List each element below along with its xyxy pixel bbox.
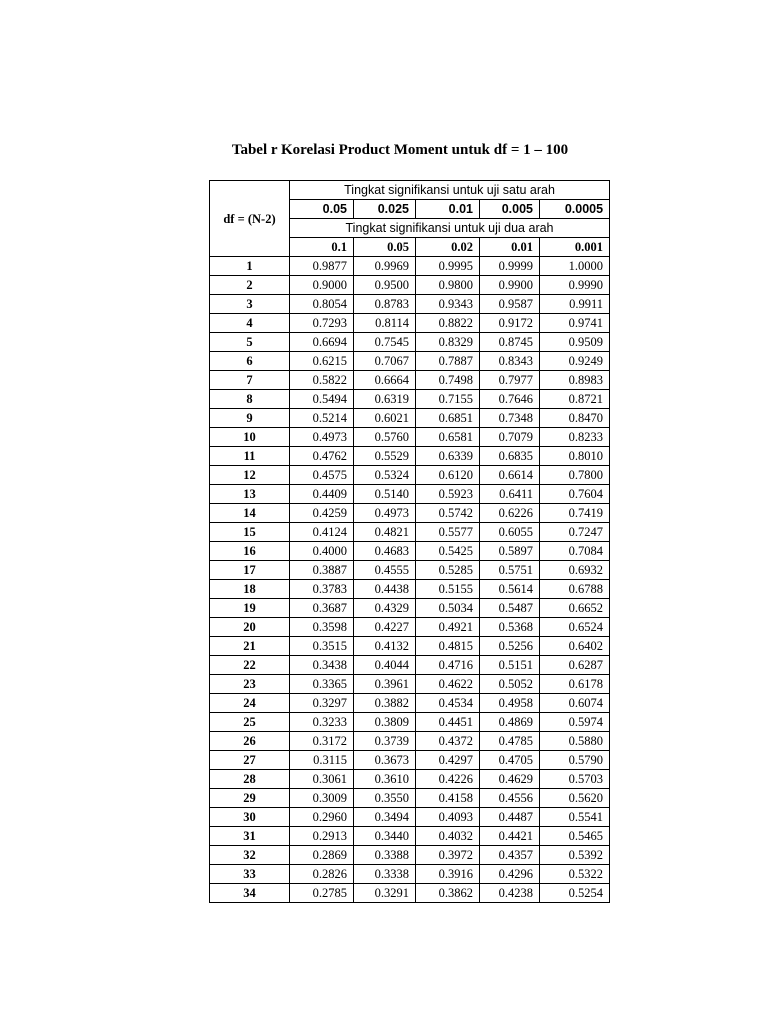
- df-cell: 10: [210, 428, 290, 447]
- df-cell: 26: [210, 732, 290, 751]
- table-row: [210, 580, 610, 599]
- table-row: [210, 827, 610, 846]
- r-value-cell: 0.5052: [480, 675, 540, 694]
- table-row: [210, 846, 610, 865]
- r-table: [209, 180, 610, 903]
- r-value-cell: 0.2960: [290, 808, 354, 827]
- r-value-cell: 0.2826: [290, 865, 354, 884]
- one-tailed-level: 0.005: [480, 200, 540, 219]
- r-value-cell: 0.3887: [290, 561, 354, 580]
- r-value-cell: 0.3297: [290, 694, 354, 713]
- df-cell: 24: [210, 694, 290, 713]
- table-row: [210, 618, 610, 637]
- table-row: [210, 751, 610, 770]
- r-value-cell: 0.5529: [354, 447, 416, 466]
- df-cell: 9: [210, 409, 290, 428]
- table-row: [210, 504, 610, 523]
- r-value-cell: 0.8822: [416, 314, 480, 333]
- r-value-cell: 0.3972: [416, 846, 480, 865]
- r-value-cell: 0.4705: [480, 751, 540, 770]
- df-cell: 21: [210, 637, 290, 656]
- r-value-cell: 0.4132: [354, 637, 416, 656]
- r-value-cell: 0.4556: [480, 789, 540, 808]
- df-cell: 6: [210, 352, 290, 371]
- table-row: [210, 713, 610, 732]
- r-value-cell: 0.5425: [416, 542, 480, 561]
- r-value-cell: 0.4785: [480, 732, 540, 751]
- r-value-cell: 0.3494: [354, 808, 416, 827]
- df-cell: 30: [210, 808, 290, 827]
- r-value-cell: 0.5822: [290, 371, 354, 390]
- table-row: [210, 276, 610, 295]
- r-value-cell: 0.4297: [416, 751, 480, 770]
- r-value-cell: 0.4487: [480, 808, 540, 827]
- r-value-cell: 0.3291: [354, 884, 416, 903]
- table-row: [210, 884, 610, 903]
- df-cell: 32: [210, 846, 290, 865]
- r-value-cell: 0.5392: [540, 846, 610, 865]
- r-value-cell: 0.4044: [354, 656, 416, 675]
- r-value-cell: 0.4357: [480, 846, 540, 865]
- two-tailed-header: Tingkat signifikansi untuk uji dua arah: [290, 219, 610, 238]
- r-value-cell: 0.3783: [290, 580, 354, 599]
- df-cell: 25: [210, 713, 290, 732]
- table-row: [210, 333, 610, 352]
- page-title: Tabel r Korelasi Product Moment untuk df = 1 – 100: [231, 142, 569, 158]
- r-value-cell: 0.4958: [480, 694, 540, 713]
- r-value-cell: 0.9800: [416, 276, 480, 295]
- r-value-cell: 0.5923: [416, 485, 480, 504]
- table-row: [210, 656, 610, 675]
- r-value-cell: 0.5742: [416, 504, 480, 523]
- r-value-cell: 0.6021: [354, 409, 416, 428]
- r-value-cell: 0.4815: [416, 637, 480, 656]
- df-cell: 15: [210, 523, 290, 542]
- table-row: [210, 523, 610, 542]
- r-value-cell: 0.6664: [354, 371, 416, 390]
- r-value-cell: 0.4921: [416, 618, 480, 637]
- r-value-cell: 0.7545: [354, 333, 416, 352]
- r-value-cell: 0.3440: [354, 827, 416, 846]
- r-value-cell: 0.3673: [354, 751, 416, 770]
- table-row: [210, 542, 610, 561]
- r-value-cell: 0.5703: [540, 770, 610, 789]
- r-table-body: [210, 181, 610, 903]
- r-value-cell: 0.4421: [480, 827, 540, 846]
- r-value-cell: 0.8233: [540, 428, 610, 447]
- r-value-cell: 0.3809: [354, 713, 416, 732]
- r-value-cell: 0.5577: [416, 523, 480, 542]
- table-row: [210, 637, 610, 656]
- r-value-cell: 0.5465: [540, 827, 610, 846]
- r-value-cell: 0.5368: [480, 618, 540, 637]
- r-value-cell: 0.5151: [480, 656, 540, 675]
- two-tailed-level: 0.02: [416, 238, 480, 257]
- two-tailed-level: 0.01: [480, 238, 540, 257]
- two-tailed-level: 0.001: [540, 238, 610, 257]
- r-value-cell: 0.8343: [480, 352, 540, 371]
- r-value-cell: 0.9911: [540, 295, 610, 314]
- table-row: [210, 409, 610, 428]
- df-cell: 7: [210, 371, 290, 390]
- table-row: [210, 808, 610, 827]
- r-value-cell: 0.9877: [290, 257, 354, 276]
- df-cell: 8: [210, 390, 290, 409]
- df-cell: 18: [210, 580, 290, 599]
- r-value-cell: 0.4372: [416, 732, 480, 751]
- r-value-cell: 0.9500: [354, 276, 416, 295]
- r-value-cell: 0.4534: [416, 694, 480, 713]
- r-value-cell: 0.5155: [416, 580, 480, 599]
- r-value-cell: 0.3550: [354, 789, 416, 808]
- r-value-cell: 0.5324: [354, 466, 416, 485]
- r-value-cell: 0.4259: [290, 504, 354, 523]
- r-value-cell: 0.3598: [290, 618, 354, 637]
- table-row: [210, 428, 610, 447]
- r-value-cell: 0.5254: [540, 884, 610, 903]
- r-value-cell: 0.4451: [416, 713, 480, 732]
- r-value-cell: 0.3961: [354, 675, 416, 694]
- r-value-cell: 0.6788: [540, 580, 610, 599]
- table-row: [210, 257, 610, 276]
- r-value-cell: 0.3388: [354, 846, 416, 865]
- r-value-cell: 0.6652: [540, 599, 610, 618]
- r-value-cell: 0.6581: [416, 428, 480, 447]
- df-cell: 20: [210, 618, 290, 637]
- df-header: df = (N-2): [210, 181, 290, 257]
- table-row: [210, 466, 610, 485]
- r-value-cell: 0.6851: [416, 409, 480, 428]
- r-value-cell: 0.6319: [354, 390, 416, 409]
- r-value-cell: 0.9172: [480, 314, 540, 333]
- r-value-cell: 0.3862: [416, 884, 480, 903]
- r-value-cell: 0.5620: [540, 789, 610, 808]
- r-value-cell: 0.6074: [540, 694, 610, 713]
- r-value-cell: 0.9900: [480, 276, 540, 295]
- r-value-cell: 0.9587: [480, 295, 540, 314]
- r-value-cell: 0.4227: [354, 618, 416, 637]
- two-tailed-level: 0.1: [290, 238, 354, 257]
- header-row-one-tailed-label: [210, 181, 610, 200]
- r-value-cell: 0.4716: [416, 656, 480, 675]
- table-row: [210, 865, 610, 884]
- r-value-cell: 0.7348: [480, 409, 540, 428]
- r-value-cell: 0.7977: [480, 371, 540, 390]
- r-value-cell: 0.4575: [290, 466, 354, 485]
- r-value-cell: 0.9990: [540, 276, 610, 295]
- r-value-cell: 0.4973: [290, 428, 354, 447]
- r-value-cell: 0.3172: [290, 732, 354, 751]
- r-value-cell: 0.8470: [540, 409, 610, 428]
- r-value-cell: 0.4821: [354, 523, 416, 542]
- r-value-cell: 0.7646: [480, 390, 540, 409]
- r-value-cell: 0.7419: [540, 504, 610, 523]
- r-value-cell: 0.5760: [354, 428, 416, 447]
- r-value-cell: 0.9343: [416, 295, 480, 314]
- one-tailed-level: 0.01: [416, 200, 480, 219]
- r-value-cell: 0.7293: [290, 314, 354, 333]
- r-value-cell: 1.0000: [540, 257, 610, 276]
- r-value-cell: 0.4683: [354, 542, 416, 561]
- r-value-cell: 0.8783: [354, 295, 416, 314]
- r-value-cell: 0.5897: [480, 542, 540, 561]
- r-value-cell: 0.7887: [416, 352, 480, 371]
- df-cell: 11: [210, 447, 290, 466]
- r-value-cell: 0.6835: [480, 447, 540, 466]
- r-value-cell: 0.6215: [290, 352, 354, 371]
- df-cell: 28: [210, 770, 290, 789]
- r-value-cell: 0.5974: [540, 713, 610, 732]
- r-value-cell: 0.5285: [416, 561, 480, 580]
- r-value-cell: 0.4226: [416, 770, 480, 789]
- r-value-cell: 0.5487: [480, 599, 540, 618]
- df-cell: 29: [210, 789, 290, 808]
- r-value-cell: 0.6287: [540, 656, 610, 675]
- r-value-cell: 0.4238: [480, 884, 540, 903]
- table-row: [210, 485, 610, 504]
- r-value-cell: 0.3515: [290, 637, 354, 656]
- r-value-cell: 0.7247: [540, 523, 610, 542]
- r-value-cell: 0.4762: [290, 447, 354, 466]
- df-cell: 27: [210, 751, 290, 770]
- table-row: [210, 732, 610, 751]
- r-value-cell: 0.6226: [480, 504, 540, 523]
- r-value-cell: 0.4032: [416, 827, 480, 846]
- r-value-cell: 0.8329: [416, 333, 480, 352]
- r-value-cell: 0.6055: [480, 523, 540, 542]
- df-cell: 3: [210, 295, 290, 314]
- r-value-cell: 0.8010: [540, 447, 610, 466]
- df-cell: 2: [210, 276, 290, 295]
- one-tailed-header: Tingkat signifikansi untuk uji satu arah: [290, 181, 610, 200]
- r-value-cell: 0.4000: [290, 542, 354, 561]
- r-value-cell: 0.8745: [480, 333, 540, 352]
- r-value-cell: 0.4296: [480, 865, 540, 884]
- r-value-cell: 0.4869: [480, 713, 540, 732]
- df-cell: 1: [210, 257, 290, 276]
- r-value-cell: 0.3061: [290, 770, 354, 789]
- r-value-cell: 0.5322: [540, 865, 610, 884]
- two-tailed-level: 0.05: [354, 238, 416, 257]
- df-cell: 4: [210, 314, 290, 333]
- df-cell: 31: [210, 827, 290, 846]
- r-value-cell: 0.3739: [354, 732, 416, 751]
- r-value-cell: 0.6402: [540, 637, 610, 656]
- r-value-cell: 0.4973: [354, 504, 416, 523]
- r-value-cell: 0.4093: [416, 808, 480, 827]
- r-value-cell: 0.3610: [354, 770, 416, 789]
- r-value-cell: 0.4555: [354, 561, 416, 580]
- df-cell: 12: [210, 466, 290, 485]
- r-value-cell: 0.5140: [354, 485, 416, 504]
- r-value-cell: 0.7604: [540, 485, 610, 504]
- r-value-cell: 0.4158: [416, 789, 480, 808]
- r-value-cell: 0.5541: [540, 808, 610, 827]
- r-value-cell: 0.6932: [540, 561, 610, 580]
- df-cell: 5: [210, 333, 290, 352]
- r-value-cell: 0.5494: [290, 390, 354, 409]
- r-value-cell: 0.5751: [480, 561, 540, 580]
- r-value-cell: 0.8721: [540, 390, 610, 409]
- r-value-cell: 0.8983: [540, 371, 610, 390]
- df-cell: 17: [210, 561, 290, 580]
- df-cell: 33: [210, 865, 290, 884]
- table-row: [210, 675, 610, 694]
- r-value-cell: 0.8114: [354, 314, 416, 333]
- table-row: [210, 371, 610, 390]
- df-cell: 34: [210, 884, 290, 903]
- r-value-cell: 0.7084: [540, 542, 610, 561]
- table-row: [210, 314, 610, 333]
- r-value-cell: 0.5214: [290, 409, 354, 428]
- r-value-cell: 0.6178: [540, 675, 610, 694]
- table-row: [210, 599, 610, 618]
- r-value-cell: 0.2869: [290, 846, 354, 865]
- r-value-cell: 0.3365: [290, 675, 354, 694]
- r-value-cell: 0.4124: [290, 523, 354, 542]
- r-value-cell: 0.6524: [540, 618, 610, 637]
- r-value-cell: 0.6694: [290, 333, 354, 352]
- r-value-cell: 0.5034: [416, 599, 480, 618]
- r-value-cell: 0.8054: [290, 295, 354, 314]
- table-row: [210, 447, 610, 466]
- r-value-cell: 0.9000: [290, 276, 354, 295]
- df-cell: 14: [210, 504, 290, 523]
- table-row: [210, 694, 610, 713]
- r-value-cell: 0.5790: [540, 751, 610, 770]
- r-value-cell: 0.3687: [290, 599, 354, 618]
- one-tailed-level: 0.025: [354, 200, 416, 219]
- r-value-cell: 0.7155: [416, 390, 480, 409]
- table-row: [210, 789, 610, 808]
- df-cell: 22: [210, 656, 290, 675]
- table-row: [210, 561, 610, 580]
- r-value-cell: 0.5880: [540, 732, 610, 751]
- r-value-cell: 0.3882: [354, 694, 416, 713]
- df-cell: 23: [210, 675, 290, 694]
- r-value-cell: 0.6339: [416, 447, 480, 466]
- r-value-cell: 0.9995: [416, 257, 480, 276]
- r-value-cell: 0.3338: [354, 865, 416, 884]
- r-value-cell: 0.9969: [354, 257, 416, 276]
- r-value-cell: 0.2913: [290, 827, 354, 846]
- r-value-cell: 0.9249: [540, 352, 610, 371]
- r-value-cell: 0.4409: [290, 485, 354, 504]
- r-value-cell: 0.3916: [416, 865, 480, 884]
- r-value-cell: 0.3009: [290, 789, 354, 808]
- table-row: [210, 390, 610, 409]
- r-value-cell: 0.6411: [480, 485, 540, 504]
- r-value-cell: 0.9741: [540, 314, 610, 333]
- r-value-cell: 0.7498: [416, 371, 480, 390]
- r-value-cell: 0.4438: [354, 580, 416, 599]
- r-value-cell: 0.4329: [354, 599, 416, 618]
- r-value-cell: 0.9999: [480, 257, 540, 276]
- table-row: [210, 295, 610, 314]
- r-value-cell: 0.6614: [480, 466, 540, 485]
- df-cell: 16: [210, 542, 290, 561]
- r-value-cell: 0.5614: [480, 580, 540, 599]
- r-value-cell: 0.3233: [290, 713, 354, 732]
- r-value-cell: 0.6120: [416, 466, 480, 485]
- r-value-cell: 0.4622: [416, 675, 480, 694]
- r-value-cell: 0.2785: [290, 884, 354, 903]
- r-value-cell: 0.3115: [290, 751, 354, 770]
- r-value-cell: 0.3438: [290, 656, 354, 675]
- table-row: [210, 352, 610, 371]
- r-value-cell: 0.9509: [540, 333, 610, 352]
- r-value-cell: 0.7067: [354, 352, 416, 371]
- one-tailed-level: 0.05: [290, 200, 354, 219]
- r-value-cell: 0.5256: [480, 637, 540, 656]
- r-value-cell: 0.7079: [480, 428, 540, 447]
- df-cell: 19: [210, 599, 290, 618]
- df-cell: 13: [210, 485, 290, 504]
- table-row: [210, 770, 610, 789]
- r-value-cell: 0.4629: [480, 770, 540, 789]
- r-value-cell: 0.7800: [540, 466, 610, 485]
- one-tailed-level: 0.0005: [540, 200, 610, 219]
